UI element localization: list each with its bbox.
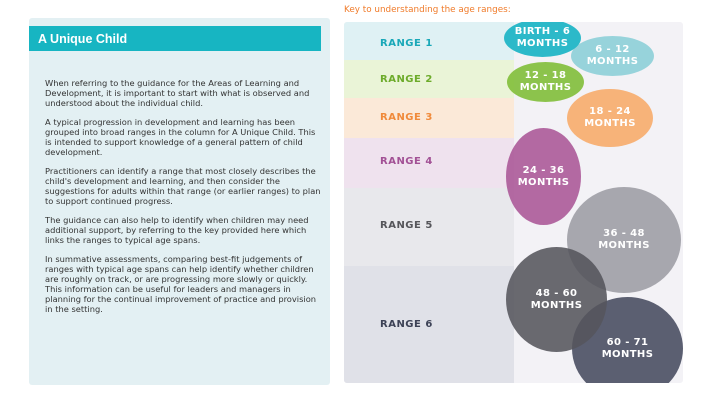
unique-child-title: A Unique Child [29, 26, 321, 51]
age-circle-24-36 [506, 128, 581, 225]
age-range-text: 48 - 60 [535, 287, 578, 299]
age-range-text: 6 - 12 [595, 44, 630, 55]
age-range-key [344, 22, 683, 383]
paragraph: Practitioners can identify a range that most closely describes the child's development and learning, and then consider the suggestions for adults within that range (or earlier ranges) to plan to support continued progress. [45, 166, 321, 206]
paragraph: In summative assessments, comparing best-fit judgements of ranges with typical age spans can help identify whether children are roughly on track, or are progressing more slowly or quickly. This information can be useful for leaders and managers in planning for the continual improvement of practice and provision in the setting. [45, 254, 317, 314]
age-circle-6-12 [571, 36, 654, 76]
age-range-text: BIRTH - 6 [514, 26, 571, 37]
paragraph: A typical progression in development and learning has been grouped into broad ranges in the column for A Unique Child. This is intended to support knowledge of a general pattern of child development. [45, 117, 316, 157]
range-2-label: RANGE 2 [380, 74, 433, 85]
paragraph: The guidance can also help to identify when children may need additional support, by referring to the key provided here which links the ranges to typical age spans. [45, 215, 309, 245]
guidance-text [45, 78, 321, 323]
age-unit-text: MONTHS [584, 118, 636, 129]
key-title: Key to understanding the age ranges: [344, 5, 511, 15]
paragraph: When referring to the guidance for the Areas of Learning and Development, it is important to start with what is observed and understood about the individual child. [45, 78, 310, 108]
range-3-label: RANGE 3 [380, 112, 433, 123]
age-circle-birth-6 [504, 22, 581, 57]
age-range-text: 60 - 71 [606, 336, 649, 348]
age-range-text: 12 - 18 [524, 70, 567, 81]
age-unit-text: MONTHS [598, 240, 650, 251]
age-unit-text: MONTHS [601, 348, 654, 360]
unique-child-panel [29, 18, 330, 385]
age-unit-text: MONTHS [530, 299, 583, 311]
age-range-text: 36 - 48 [603, 228, 645, 239]
age-circle-48-60 [506, 247, 607, 352]
range-5-label: RANGE 5 [380, 220, 433, 231]
age-range-text: 18 - 24 [589, 106, 631, 117]
range-6-label: RANGE 6 [380, 319, 433, 330]
age-circle-18-24 [567, 89, 653, 147]
range-1-label: RANGE 1 [380, 38, 433, 49]
age-unit-text: MONTHS [517, 176, 570, 188]
age-range-text: 24 - 36 [522, 164, 565, 176]
age-circle-12-18 [507, 62, 584, 102]
range-4-label: RANGE 4 [380, 156, 433, 167]
age-unit-text: MONTHS [519, 82, 572, 93]
age-unit-text: MONTHS [586, 56, 639, 67]
age-unit-text: MONTHS [516, 38, 569, 49]
